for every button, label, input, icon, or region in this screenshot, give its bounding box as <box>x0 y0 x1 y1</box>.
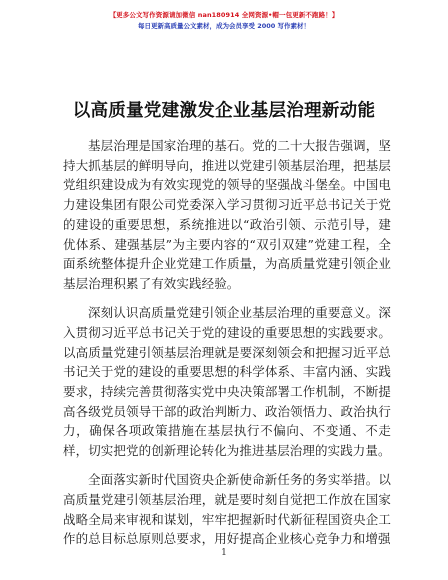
body-paragraph-2: 深刻认识高质量党建引领企业基层治理的重要意义。深入贯彻习近平总书记关于党的建设的重要思想的实践要求。以高质量党建引领基层治理就是要深刻领会和把握习近平总书记关于党的建设的重要思想的科学体系、丰富内涵、实践要求，持续完善贯彻落实党中央决策部署工作机制，不断提高各级党员领导干部的政治判断力、政治领悟力、政治执行力，确保各项政策措施在基层执行不偏向、不变通、不走样，切实把党的创新理论转化为推进基层治理的实践力量。 <box>63 305 391 459</box>
promo-banner <box>0 10 448 32</box>
body-paragraph-1: 基层治理是国家治理的基石。党的二十大报告强调，坚持大抓基层的鲜明导向，推进以党建引领基层治理，把基层党组织建设成为有效实现党的领导的坚强战斗堡垒。中国电力建设集团有限公司党委深入学习贯彻习近平总书记关于党的建设的重要思想，系统推进以“政治引领、示范引导，建优体系、建强基层”为主要内容的“双引双建”党建工程，全面系统整体提升企业党建工作质量，为高质量党建引领企业基层治理积累了有效实践经验。 <box>63 138 391 291</box>
body-paragraph-3: 全面落实新时代国资央企新使命新任务的务实举措。以高质量党建引领基层治理，就是要时刻自觉把工作放在国家战略全局来审视和谋划，牢牢把握新时代新征程国资央企工作的总目标总原则总要求，用好提高企业核心竞争力和增强 <box>63 472 391 547</box>
promo-banner-line-1: 【更多公文写作资源请加微信 nan180914 全网资源•帽一包更新不跑路！】 <box>109 11 339 19</box>
promo-banner-line-2: 每日更新高质量公文素材，成为会员享受 2000 写作素材！ <box>137 22 311 30</box>
document-body <box>63 136 391 549</box>
document-title: 以高质量党建激发企业基层治理新动能 <box>72 100 376 121</box>
page-number: 1 <box>221 548 227 558</box>
